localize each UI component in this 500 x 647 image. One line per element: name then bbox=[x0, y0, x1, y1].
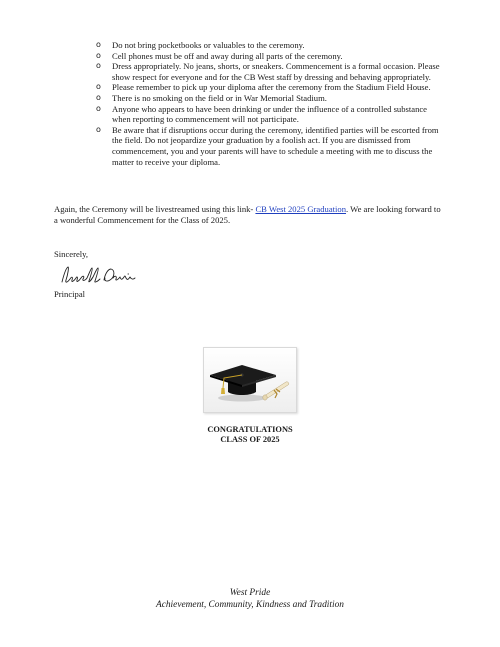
bullet-icon: o bbox=[96, 50, 101, 60]
motto-title: West Pride bbox=[229, 588, 271, 598]
graduation-cap-icon bbox=[204, 348, 296, 412]
list-item bbox=[96, 125, 446, 167]
ceremony-rules-list bbox=[96, 40, 446, 167]
bullet-icon: o bbox=[96, 124, 101, 134]
rule-text: Do not bring pocketbooks or valuables to the ceremony. bbox=[112, 40, 305, 50]
list-item bbox=[96, 93, 446, 104]
rule-text: Please remember to pick up your diploma after the ceremony from the Stadium Field House. bbox=[112, 82, 431, 93]
list-item bbox=[96, 40, 446, 51]
list-item bbox=[96, 61, 446, 82]
bullet-icon: o bbox=[96, 82, 101, 92]
closing-paragraph bbox=[54, 204, 444, 225]
salutation: Sincerely, bbox=[54, 249, 89, 259]
bullet-icon: o bbox=[96, 40, 101, 49]
bullet-icon: o bbox=[96, 92, 101, 102]
list-item bbox=[96, 82, 446, 93]
closing-text-after: . We are looking forward to a wonderful Commencement for the Class of 2025. bbox=[54, 204, 441, 225]
class-year-heading: CLASS OF 2025 bbox=[220, 435, 280, 444]
graduation-image bbox=[203, 347, 297, 413]
rule-text: Dress appropriately. No jeans, shorts, or sneakers. Commencement is a formal occasion. Please show respect for everyone and for the CB West staff by dressing and behaving appropriately. bbox=[112, 61, 440, 82]
list-item bbox=[96, 104, 446, 125]
rule-text: Cell phones must be off and away during all parts of the ceremony. bbox=[112, 50, 343, 61]
signature bbox=[58, 264, 138, 286]
rule-text: Anyone who appears to have been drinking or under the influence of a controlled substance when reporting to commencement will not participate. bbox=[112, 103, 427, 125]
list-item bbox=[96, 51, 446, 62]
rule-text: Be aware that if disruptions occur during the ceremony, identified parties will be escorted from the field. Do not jeopardize your graduation by a foolish act. If you are dismissed from commencement, you and your parents will have to schedule a meeting with me to discuss the matter to receive your diploma. bbox=[112, 124, 439, 167]
rule-text: There is no smoking on the field or in War Memorial Stadium. bbox=[112, 92, 327, 103]
closing-text-before: Again, the Ceremony will be livestreamed using this link- bbox=[54, 204, 256, 214]
motto-values: Achievement, Community, Kindness and Tradition bbox=[155, 600, 344, 610]
livestream-link[interactable]: CB West 2025 Graduation bbox=[255, 204, 347, 214]
bullet-icon: o bbox=[96, 103, 101, 113]
signer-title: Principal bbox=[54, 289, 86, 299]
bullet-icon: o bbox=[96, 61, 101, 71]
congrats-heading: CONGRATULATIONS bbox=[207, 425, 293, 434]
